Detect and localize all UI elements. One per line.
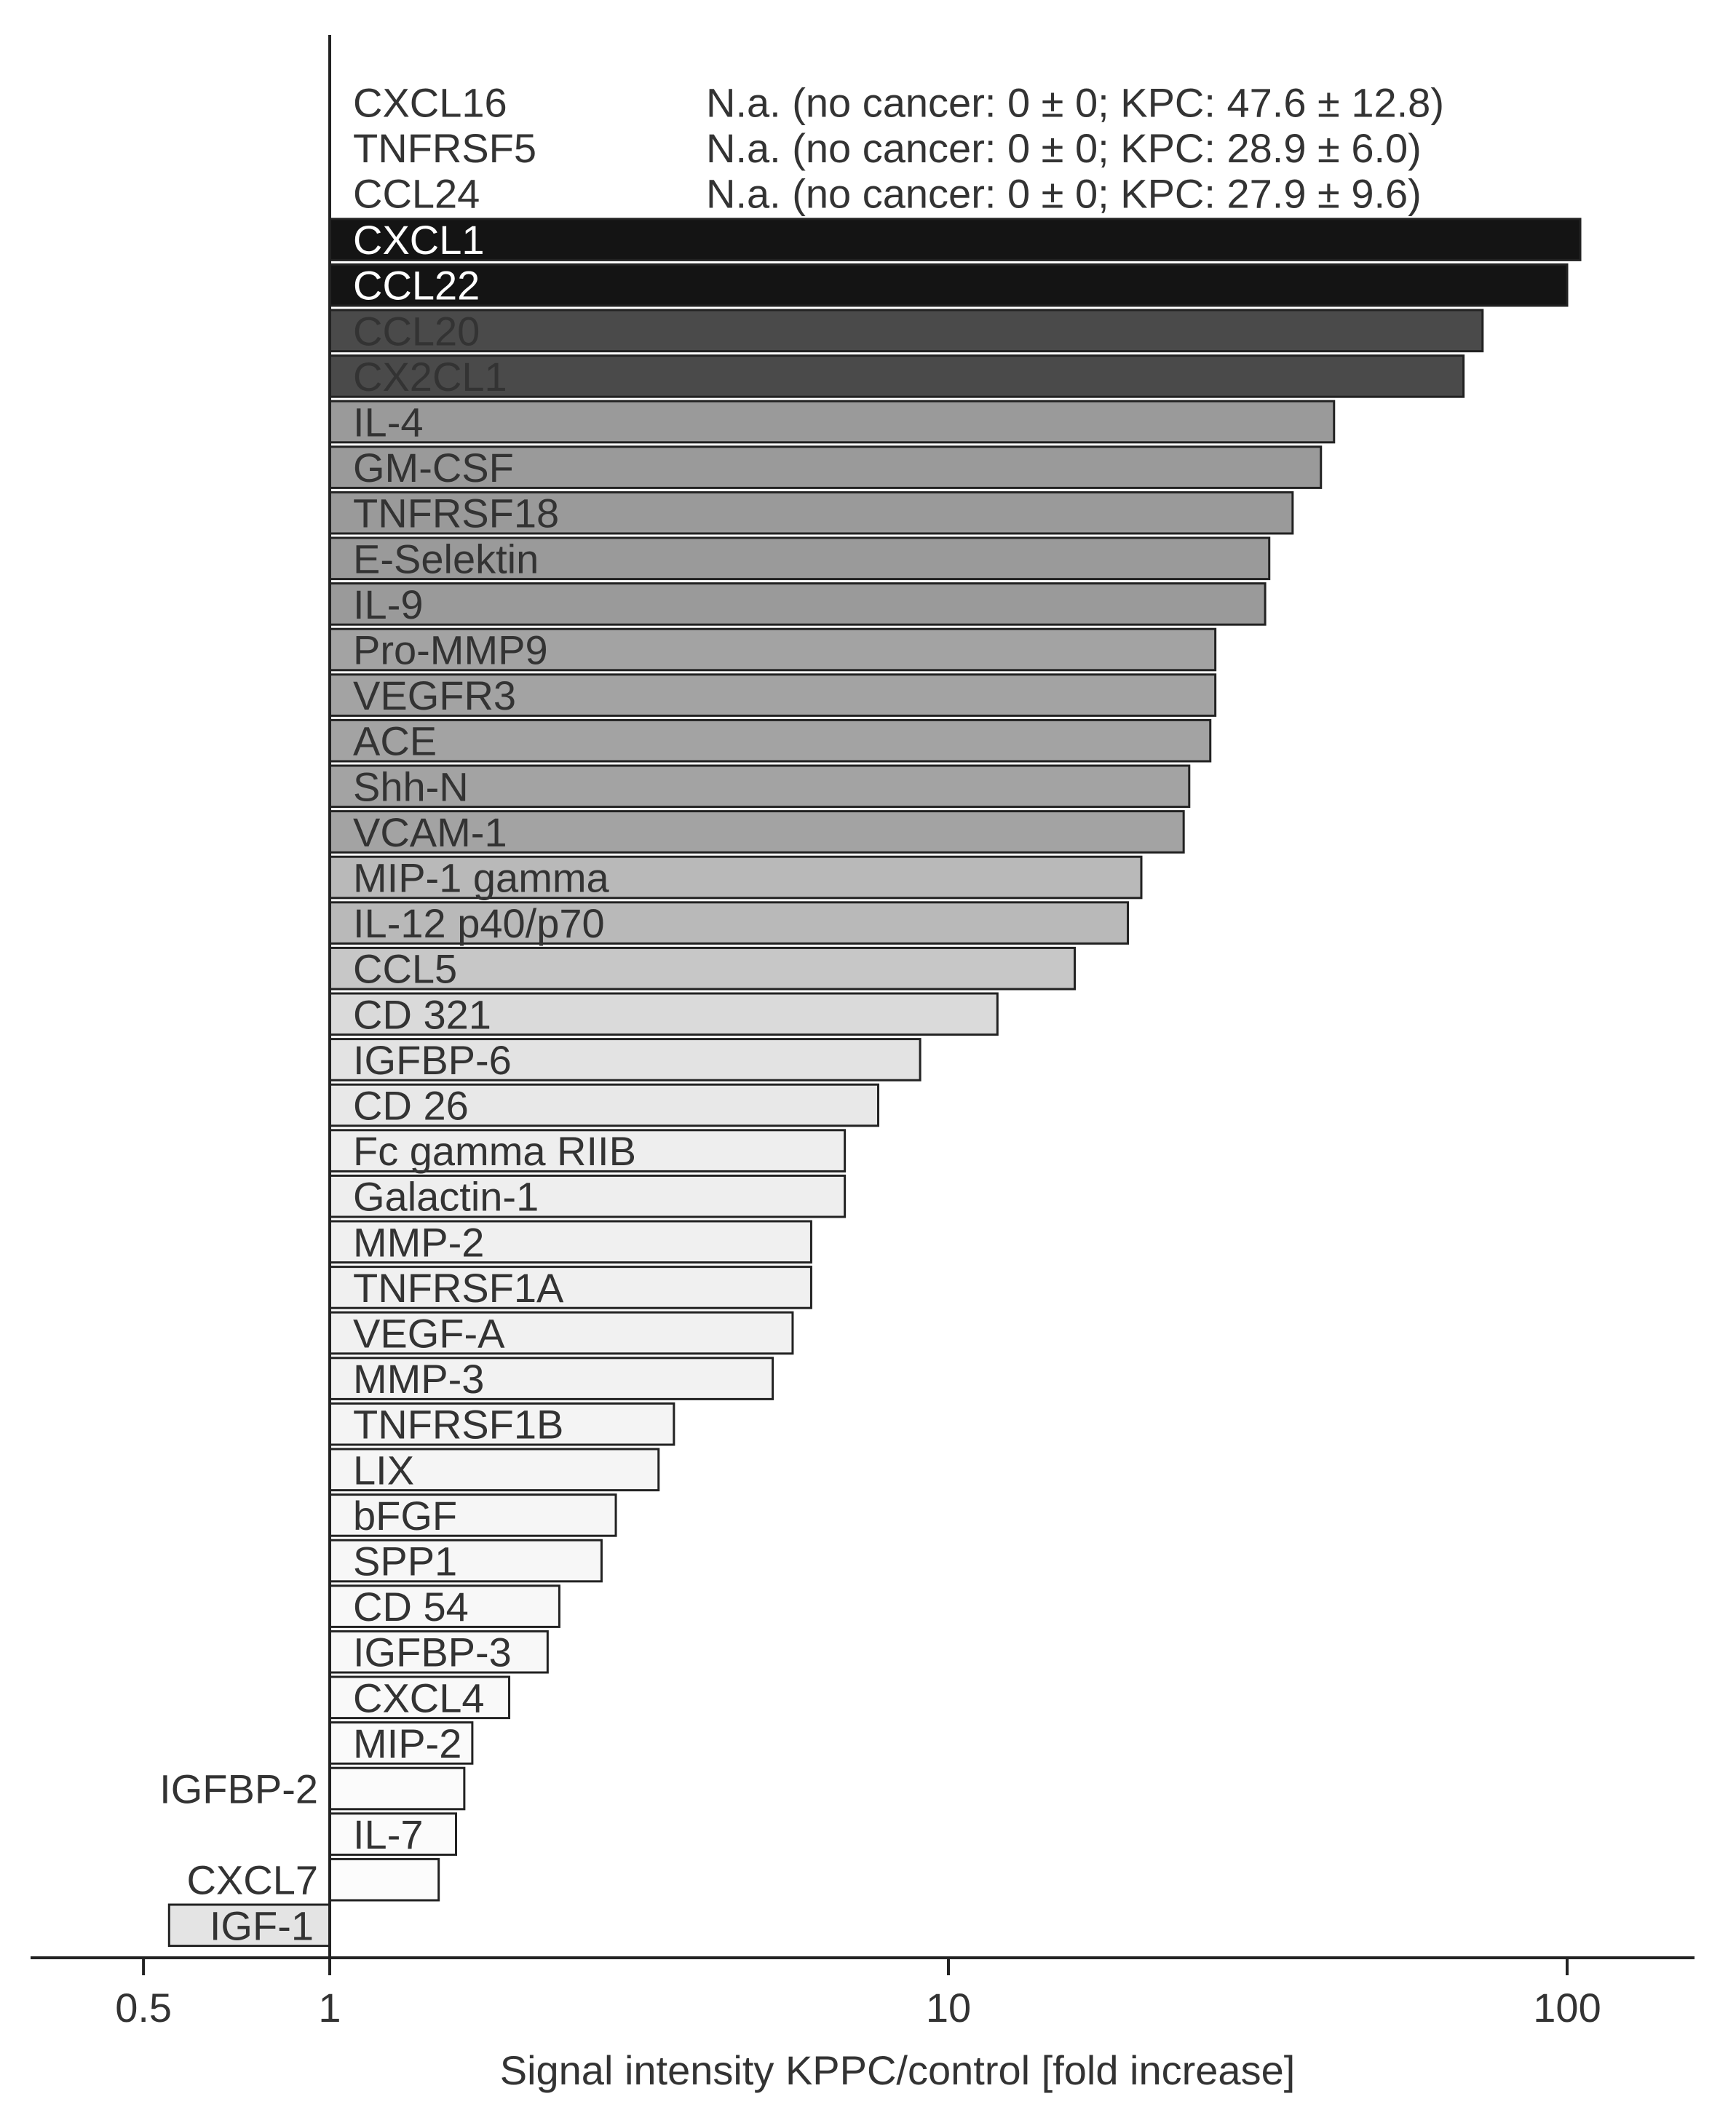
bar-label: VCAM-1 — [353, 809, 507, 855]
bar-label: IL-9 — [353, 581, 424, 627]
x-tick-label: 100 — [1533, 1985, 1601, 2031]
bar-label: Galactin-1 — [353, 1173, 539, 1220]
bar — [330, 1859, 439, 1900]
x-tick-label: 0.5 — [115, 1985, 173, 2031]
bar — [330, 720, 1210, 761]
bar — [330, 581, 1265, 627]
bar-label: CD 321 — [353, 991, 491, 1038]
bar-label: ACE — [353, 718, 437, 764]
bar — [330, 264, 1567, 306]
bar-label: IL-4 — [353, 399, 424, 445]
bar-label: GM-CSF — [353, 445, 514, 491]
bar-label: CCL20 — [353, 308, 480, 354]
bar-label: CD 26 — [353, 1082, 469, 1129]
bar-label: MMP-3 — [353, 1356, 485, 1402]
na-category-label: TNFRSF5 — [353, 124, 536, 171]
bar-label: LIX — [353, 1447, 415, 1493]
x-tick-label: 10 — [925, 1985, 972, 2031]
bar-label: VEGFR3 — [353, 672, 517, 719]
bar — [330, 219, 1580, 261]
bar-label: CCL22 — [353, 262, 480, 309]
bar-label: IL-12 p40/p70 — [353, 900, 605, 947]
bar-label: CXCL4 — [353, 1675, 485, 1721]
bar-label: CD 54 — [353, 1584, 469, 1630]
bar-label: MIP-1 gamma — [353, 854, 609, 901]
na-note-label: N.a. (no cancer: 0 ± 0; KPC: 28.9 ± 6.0) — [706, 124, 1422, 171]
bar — [330, 310, 1483, 352]
bar-label: TNFRSF1A — [353, 1264, 564, 1311]
bar-label: IGFBP-2 — [159, 1766, 318, 1812]
bar-label: MMP-2 — [353, 1219, 485, 1266]
bar-label: IGF-1 — [209, 1902, 314, 1949]
na-note-label: N.a. (no cancer: 0 ± 0; KPC: 27.9 ± 9.6) — [706, 170, 1422, 217]
bar-label: CX2CL1 — [353, 353, 507, 400]
x-axis-title: Signal intensity KPPC/control [fold increase] — [499, 2047, 1296, 2093]
bar-label: IGFBP-6 — [353, 1036, 512, 1083]
bar-label: IL-7 — [353, 1812, 424, 1858]
bar-label: CCL5 — [353, 945, 458, 992]
x-tick-label: 1 — [318, 1985, 341, 2031]
bar-label: Fc gamma RIIB — [353, 1128, 636, 1175]
bar-label: MIP-2 — [353, 1720, 462, 1766]
bar-label: TNFRSF1B — [353, 1401, 564, 1448]
bar-label: VEGF-A — [353, 1310, 505, 1357]
bar-label: bFGF — [353, 1492, 458, 1539]
na-category-label: CCL24 — [353, 170, 480, 217]
bar-label: TNFRSF18 — [353, 490, 560, 536]
bar-label: Pro-MMP9 — [353, 627, 548, 673]
bar-label: SPP1 — [353, 1538, 458, 1584]
bar-label: CXCL7 — [186, 1857, 318, 1903]
bar — [330, 401, 1334, 443]
na-category-label: CXCL16 — [353, 79, 507, 126]
bar — [330, 1768, 464, 1809]
bar-label: IGFBP-3 — [353, 1629, 512, 1675]
bar-label: Shh-N — [353, 763, 469, 810]
bar-label: CXCL1 — [353, 217, 485, 263]
bar-label: E-Selektin — [353, 536, 539, 582]
na-note-label: N.a. (no cancer: 0 ± 0; KPC: 47.6 ± 12.8) — [706, 79, 1444, 126]
